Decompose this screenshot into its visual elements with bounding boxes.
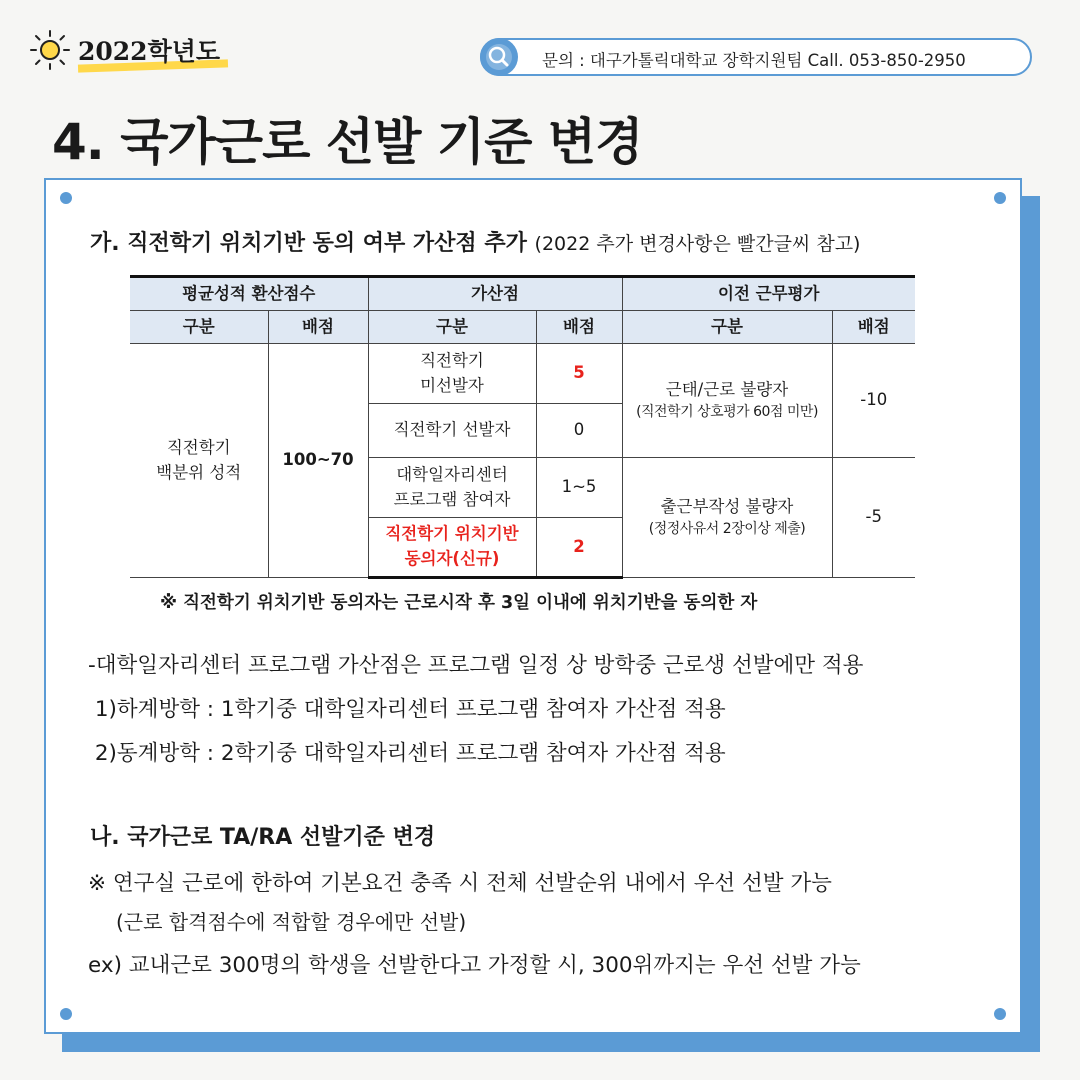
table-row: [130, 344, 915, 404]
search-icon: [480, 38, 518, 76]
header-bonus: 가산점: [368, 277, 622, 311]
section-b-line: ex) 교내근로 300명의 학생을 선발한다고 가정할 시, 300위까지는 우선 선발 가능: [88, 953, 861, 978]
bonus-score: 1~5: [536, 458, 622, 518]
section-a-heading: 가. 직전학기 위치기반 동의 여부 가산점 추가 (2022 추가 변경사항은 빨간글씨 참고): [90, 231, 861, 256]
bonus-score: 0: [536, 404, 622, 458]
corner-dot: [60, 1008, 72, 1020]
page-title: 4. 국가근로 선발 기준 변경: [52, 113, 643, 171]
section-a-note: (2022 추가 변경사항은 빨간글씨 참고): [534, 233, 861, 255]
year-badge: [28, 28, 220, 72]
section-b-heading: 나. 국가근로 TA/RA 선발기준 변경: [90, 825, 436, 850]
eval-score: -5: [832, 458, 915, 578]
corner-dot: [994, 1008, 1006, 1020]
eval-score: -10: [832, 344, 915, 458]
table-sub-header: [130, 311, 915, 344]
grade-label: 직전학기 백분위 성적: [130, 344, 268, 578]
grade-score: 100~70: [268, 344, 368, 578]
header-grade: 평균성적 환산점수: [130, 277, 368, 311]
header-eval: 이전 근무평가: [622, 277, 915, 311]
eval-label: 출근부작성 불량자 (정정사유서 2장이상 제출): [622, 458, 832, 578]
criteria-table: [130, 275, 915, 579]
bonus-label: 대학일자리센터 프로그램 참여자: [368, 458, 536, 518]
eval-label: 근태/근로 불량자 (직전학기 상호평가 60점 미만): [622, 344, 832, 458]
bonus-label: 직전학기 선발자: [368, 404, 536, 458]
subheader-cell: 배점: [268, 311, 368, 344]
bonus-score-new: 2: [536, 518, 622, 578]
year-label: 2022학년도: [78, 32, 220, 68]
subheader-cell: 구분: [368, 311, 536, 344]
program-note: 2)동계방학 : 2학기중 대학일자리센터 프로그램 참여자 가산점 적용: [88, 741, 726, 766]
contact-bar: [480, 38, 1032, 76]
corner-dot: [994, 192, 1006, 204]
program-note: 1)하계방학 : 1학기중 대학일자리센터 프로그램 참여자 가산점 적용: [88, 697, 726, 722]
corner-dot: [60, 192, 72, 204]
table-footnote: ※ 직전학기 위치기반 동의자는 근로시작 후 3일 이내에 위치기반을 동의한 자: [160, 593, 758, 613]
table-group-header: [130, 277, 915, 311]
section-b-line: (근로 합격점수에 적합할 경우에만 선발): [116, 910, 467, 934]
subheader-cell: 배점: [536, 311, 622, 344]
section-b-line: ※ 연구실 근로에 한하여 기본요건 충족 시 전체 선발순위 내에서 우선 선발 가능: [88, 871, 832, 896]
bonus-label-new: 직전학기 위치기반 동의자(신규): [368, 518, 536, 578]
program-note: -대학일자리센터 프로그램 가산점은 프로그램 일정 상 방학중 근로생 선발에만 적용: [88, 653, 864, 678]
subheader-cell: 구분: [622, 311, 832, 344]
bonus-score: 5: [536, 344, 622, 404]
subheader-cell: 구분: [130, 311, 268, 344]
bonus-label: 직전학기 미선발자: [368, 344, 536, 404]
subheader-cell: 배점: [832, 311, 915, 344]
contact-text: 문의 : 대구가톨릭대학교 장학지원팀 Call. 053-850-2950: [542, 51, 966, 70]
sun-icon: [28, 28, 72, 72]
